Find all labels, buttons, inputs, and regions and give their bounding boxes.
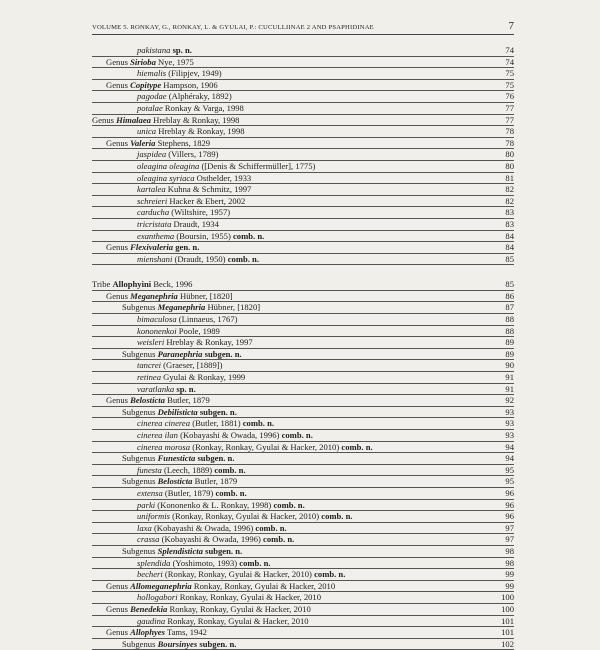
toc-entry-page: 93 bbox=[505, 430, 514, 440]
toc-entry-title bbox=[137, 161, 315, 172]
toc-entry-text-part: unica bbox=[137, 126, 157, 137]
toc-entry-text-part: comb. n. bbox=[314, 569, 346, 580]
toc-entry bbox=[92, 207, 514, 219]
toc-entry-text-part: (Alphéraky, 1892) bbox=[166, 91, 232, 102]
toc-entry-title bbox=[137, 254, 259, 265]
toc-entry-text-part: mienshani bbox=[137, 253, 173, 264]
toc-entry-text-part: Subgenus bbox=[122, 476, 158, 487]
toc-entry-title bbox=[137, 592, 321, 603]
toc-entry bbox=[92, 523, 514, 535]
toc-entry-text-part: parki bbox=[137, 499, 156, 510]
toc-entry-text-part: Allomeganephria bbox=[130, 580, 192, 591]
toc-entry-page: 92 bbox=[505, 395, 514, 406]
toc-entry-text-part: extensa bbox=[137, 487, 163, 498]
toc-entry-page: 88 bbox=[505, 314, 514, 325]
toc-entry-page: 90 bbox=[505, 360, 514, 371]
toc-entry-title bbox=[137, 126, 245, 137]
toc-entry-text-part: Stephens, 1829 bbox=[155, 137, 211, 148]
toc-entry-title bbox=[137, 418, 274, 429]
toc-entry-text-part: crassa bbox=[137, 534, 160, 545]
toc-entry-text-part: Genus bbox=[106, 580, 131, 591]
toc-entry-text-part: Subgenus bbox=[122, 348, 158, 359]
toc-entry bbox=[92, 627, 514, 639]
toc-entry-text-part: (Kobayashi & Owada, 1996) bbox=[151, 522, 256, 533]
toc-entry-page: 75 bbox=[505, 79, 514, 90]
toc-entry-text-part: Gyulai & Ronkay, 1999 bbox=[161, 372, 246, 383]
toc-entry-page: 89 bbox=[505, 337, 514, 348]
toc-entry bbox=[92, 326, 514, 338]
toc-entry bbox=[92, 302, 514, 314]
toc-entry-text-part: bimaculosa bbox=[137, 314, 177, 325]
section-gap bbox=[92, 265, 514, 279]
toc-entry-text-part: comb. n. bbox=[214, 464, 246, 475]
toc-entry-text-part: pagodae bbox=[137, 91, 167, 102]
toc-entry-text-part: potalae bbox=[137, 102, 163, 113]
toc-entry-title bbox=[137, 196, 245, 207]
toc-entry-text-part: gaudina bbox=[137, 615, 166, 626]
toc-entry-text-part: sp. n. bbox=[170, 45, 192, 55]
toc-entry-title bbox=[122, 639, 236, 650]
toc-entry-title bbox=[137, 372, 245, 383]
toc-entry-text-part: Genus bbox=[106, 290, 131, 301]
toc-entry-title bbox=[137, 173, 251, 184]
toc-entry bbox=[92, 569, 514, 581]
toc-entry-page: 89 bbox=[505, 348, 514, 359]
table-of-contents bbox=[92, 45, 514, 650]
toc-entry-page: 100 bbox=[501, 592, 514, 603]
toc-entry-text-part: oleagina oleagina bbox=[137, 160, 200, 171]
toc-entry-text-part: (Linnaeus, 1767) bbox=[176, 314, 238, 325]
toc-entry-text-part: Belosticta bbox=[157, 476, 193, 487]
toc-entry bbox=[92, 639, 514, 650]
toc-entry-text-part: comb. n. bbox=[273, 499, 305, 510]
toc-entry-title bbox=[106, 604, 311, 615]
toc-entry-text-part: sp. n. bbox=[174, 383, 196, 394]
toc-entry-text-part: Subgenus bbox=[122, 302, 158, 313]
toc-entry-title bbox=[137, 534, 294, 545]
toc-entry bbox=[92, 161, 514, 173]
toc-entry-text-part: pakistana bbox=[137, 45, 171, 55]
toc-entry bbox=[92, 372, 514, 384]
toc-entry bbox=[92, 149, 514, 161]
toc-entry-text-part: tancrei bbox=[137, 360, 162, 371]
toc-entry-title bbox=[106, 627, 207, 638]
toc-entry bbox=[92, 418, 514, 430]
toc-entry-text-part: Benedekia bbox=[130, 603, 168, 614]
toc-entry-page: 101 bbox=[501, 627, 514, 638]
toc-entry bbox=[92, 442, 514, 454]
toc-entry-text-part: (Butler, 1879) bbox=[162, 487, 216, 498]
toc-entry-text-part: jaspidea bbox=[137, 149, 167, 160]
toc-entry bbox=[92, 279, 514, 291]
toc-entry-title bbox=[137, 430, 313, 441]
toc-entry bbox=[92, 337, 514, 349]
toc-entry-text-part: oleagina syriaca bbox=[137, 172, 195, 183]
toc-entry-text-part: Tribe bbox=[92, 279, 113, 290]
toc-entry-text-part: subgen. n. bbox=[197, 638, 237, 649]
toc-entry-text-part: hiemalis bbox=[137, 68, 167, 79]
toc-entry-title bbox=[137, 314, 237, 325]
toc-entry-title bbox=[122, 407, 237, 418]
toc-entry-text-part: ([Denis & Schiffermüller], 1775) bbox=[199, 160, 316, 171]
toc-entry-page: 99 bbox=[505, 569, 514, 580]
toc-entry-text-part: Genus bbox=[106, 242, 131, 253]
toc-entry-page: 95 bbox=[505, 476, 514, 487]
toc-entry bbox=[92, 465, 514, 477]
toc-entry-text-part: Copitype bbox=[130, 79, 162, 90]
toc-entry-text-part: Poole, 1989 bbox=[176, 325, 220, 336]
toc-entry-text-part: Genus bbox=[106, 603, 131, 614]
toc-entry-text-part: (Wiltshire, 1957) bbox=[169, 207, 231, 218]
toc-entry-text-part: (Kobayashi & Owada, 1996) bbox=[159, 534, 264, 545]
toc-entry-title bbox=[137, 384, 196, 395]
toc-entry-text-part: (Yoshimoto, 1993) bbox=[170, 557, 240, 568]
toc-entry bbox=[92, 196, 514, 208]
toc-entry-text-part: splendida bbox=[137, 557, 171, 568]
toc-entry bbox=[92, 45, 514, 57]
toc-entry bbox=[92, 407, 514, 419]
toc-entry-page: 77 bbox=[505, 114, 514, 125]
toc-entry-text-part: (Ronkay, Ronkay, Gyulai & Hacker, 2010) bbox=[162, 569, 315, 580]
toc-entry-title bbox=[106, 138, 210, 149]
toc-entry-title bbox=[137, 558, 271, 569]
toc-entry-page: 82 bbox=[505, 195, 514, 206]
toc-entry-text-part: gen. n. bbox=[173, 242, 200, 253]
toc-entry-page: 96 bbox=[505, 487, 514, 498]
toc-entry-title bbox=[106, 80, 218, 91]
toc-entry-page: 84 bbox=[505, 242, 514, 253]
toc-entry-text-part: becheri bbox=[137, 569, 163, 580]
toc-entry-page: 75 bbox=[505, 68, 514, 79]
toc-entry-page: 83 bbox=[505, 207, 514, 218]
toc-entry-text-part: Draudt, 1934 bbox=[171, 218, 219, 229]
toc-entry bbox=[92, 534, 514, 546]
toc-entry-text-part: (Draudt, 1950) bbox=[172, 253, 228, 264]
toc-entry bbox=[92, 558, 514, 570]
toc-entry-text-part: Butler, 1879 bbox=[164, 395, 210, 406]
toc-entry-text-part: (Butler, 1881) bbox=[190, 418, 243, 429]
toc-entry-title bbox=[137, 569, 345, 580]
toc-entry-title bbox=[137, 500, 305, 511]
toc-entry-text-part: cinerea morosa bbox=[137, 441, 191, 452]
toc-entry bbox=[92, 115, 514, 127]
toc-entry-page: 98 bbox=[505, 545, 514, 556]
toc-entry-title bbox=[137, 207, 230, 218]
toc-entry-text-part: Ronkay, Ronkay, Gyulai & Hacker, 2010 bbox=[167, 603, 311, 614]
toc-entry-text-part: Ronkay, Ronkay, Gyulai & Hacker, 2010 bbox=[191, 580, 336, 591]
toc-entry-text-part: comb. n. bbox=[321, 511, 353, 522]
toc-entry-text-part: Butler, 1879 bbox=[192, 476, 238, 487]
toc-entry-text-part: Genus bbox=[92, 114, 117, 125]
toc-entry-text-part: Debilisticta bbox=[157, 406, 198, 417]
toc-entry-text-part: schreieri bbox=[137, 195, 168, 206]
toc-entry bbox=[92, 546, 514, 558]
toc-entry-page: 85 bbox=[505, 279, 514, 290]
toc-entry-text-part: subgen. n. bbox=[197, 406, 237, 417]
toc-entry-text-part: tricristata bbox=[137, 218, 172, 229]
toc-entry-title bbox=[122, 302, 260, 313]
toc-entry-title bbox=[137, 616, 309, 627]
toc-entry-page: 101 bbox=[501, 615, 514, 626]
toc-entry bbox=[92, 430, 514, 442]
toc-entry-text-part: Funesticta bbox=[157, 453, 196, 464]
toc-entry-text-part: carducha bbox=[137, 207, 170, 218]
toc-entry-text-part: retinea bbox=[137, 372, 162, 383]
toc-entry-text-part: Valeria bbox=[130, 137, 156, 148]
toc-entry-text-part: Subgenus bbox=[122, 545, 158, 556]
toc-entry-title bbox=[137, 465, 246, 476]
toc-entry-text-part: Hübner, [1820] bbox=[177, 290, 233, 301]
toc-entry-text-part: (Leech, 1889) bbox=[161, 464, 215, 475]
toc-entry-text-part: (Ronkay, Ronkay, Gyulai & Hacker, 2010) bbox=[190, 441, 342, 452]
toc-entry bbox=[92, 219, 514, 231]
toc-entry-page: 78 bbox=[505, 126, 514, 137]
toc-entry-text-part: uniformis bbox=[137, 511, 170, 522]
toc-entry-title bbox=[122, 453, 234, 464]
toc-entry-text-part: Flexivaleria bbox=[130, 242, 174, 253]
toc-entry-text-part: comb. n. bbox=[263, 534, 295, 545]
toc-entry-text-part: Hacker & Ebert, 2002 bbox=[167, 195, 246, 206]
toc-entry-page: 86 bbox=[505, 290, 514, 301]
toc-entry-page: 96 bbox=[505, 499, 514, 510]
toc-entry-text-part: (Ronkay, Ronkay, Gyulai & Hacker, 2010) bbox=[169, 511, 322, 522]
toc-entry-text-part: hollogabori bbox=[137, 592, 178, 603]
toc-entry-text-part: Genus bbox=[106, 56, 131, 67]
toc-entry-text-part: Subgenus bbox=[122, 453, 158, 464]
toc-entry-text-part: varatlanka bbox=[137, 383, 175, 394]
toc-entry-text-part: comb. n. bbox=[341, 441, 373, 452]
toc-entry-page: 102 bbox=[501, 638, 514, 649]
toc-entry bbox=[92, 68, 514, 80]
toc-entry-title bbox=[137, 337, 253, 348]
toc-entry-text-part: comb. n. bbox=[215, 487, 247, 498]
toc-entry-text-part: Hübner, [1820] bbox=[205, 302, 261, 313]
toc-entry-text-part: funesta bbox=[137, 464, 162, 475]
toc-entry-page: 78 bbox=[505, 137, 514, 148]
toc-entry-text-part: (Kononenko & L. Ronkay, 1998) bbox=[155, 499, 274, 510]
toc-entry-title bbox=[137, 184, 251, 195]
toc-entry-page: 96 bbox=[505, 511, 514, 522]
toc-entry-text-part: Genus bbox=[106, 79, 131, 90]
toc-entry-text-part: kononenkoi bbox=[137, 325, 177, 336]
toc-entry bbox=[92, 453, 514, 465]
toc-entry bbox=[92, 500, 514, 512]
toc-entry bbox=[92, 173, 514, 185]
header-title: VOLUME 5. RONKAY, G., RONKAY, L. & GYULAI, P.: CUCULLIINAE 2 AND PSAPHIDINAE bbox=[92, 24, 374, 31]
toc-entry bbox=[92, 103, 514, 115]
toc-entry-title bbox=[106, 242, 199, 253]
toc-entry bbox=[92, 360, 514, 372]
toc-entry-text-part: Ronkay, Ronkay, Gyulai & Hacker, 2010 bbox=[177, 592, 322, 603]
toc-entry-page: 81 bbox=[505, 172, 514, 183]
toc-entry bbox=[92, 476, 514, 488]
toc-entry-page: 88 bbox=[505, 325, 514, 336]
toc-entry-text-part: Sirioba bbox=[130, 56, 156, 67]
toc-entry-text-part: subgen. n. bbox=[202, 348, 242, 359]
toc-entry-text-part: Hreblay & Ronkay, 1998 bbox=[156, 126, 245, 137]
toc-entry-page: 87 bbox=[505, 302, 514, 313]
toc-entry-text-part: subgen. n. bbox=[195, 453, 235, 464]
toc-entry bbox=[92, 242, 514, 254]
toc-entry-page: 95 bbox=[505, 464, 514, 475]
toc-entry-title bbox=[122, 476, 237, 487]
toc-entry-text-part: (Villers, 1789) bbox=[166, 149, 219, 160]
toc-entry-page: 80 bbox=[505, 149, 514, 160]
toc-entry-page: 98 bbox=[505, 557, 514, 568]
toc-entry-title bbox=[92, 115, 239, 126]
toc-entry-title bbox=[122, 349, 242, 360]
toc-entry-text-part: weisleri bbox=[137, 337, 165, 348]
toc-entry bbox=[92, 511, 514, 523]
toc-entry-title bbox=[137, 326, 220, 337]
toc-entry-text-part: Ronkay, Ronkay, Gyulai & Hacker, 2010 bbox=[165, 615, 309, 626]
toc-entry bbox=[92, 395, 514, 407]
toc-entry-page: 82 bbox=[505, 184, 514, 195]
toc-entry-page: 97 bbox=[505, 522, 514, 533]
toc-entry-page: 94 bbox=[505, 453, 514, 464]
toc-entry-text-part: (Graeser, [1889]) bbox=[161, 360, 223, 371]
toc-entry-text-part: (Filipjev, 1949) bbox=[166, 68, 222, 79]
toc-entry-text-part: Himalaea bbox=[116, 114, 151, 125]
toc-entry-text-part: Subgenus bbox=[122, 406, 158, 417]
toc-entry-text-part: Subgenus bbox=[122, 638, 158, 649]
toc-entry-page: 80 bbox=[505, 160, 514, 171]
toc-entry-text-part: (Boursin, 1955) bbox=[174, 230, 233, 241]
toc-entry bbox=[92, 291, 514, 303]
toc-entry-text-part: Genus bbox=[106, 395, 131, 406]
toc-entry-title bbox=[106, 581, 335, 592]
toc-entry-text-part: exanthema bbox=[137, 230, 175, 241]
toc-entry-text-part: Splendisticta bbox=[157, 545, 203, 556]
toc-entry-page: 100 bbox=[501, 603, 514, 614]
toc-entry-text-part: (Kobayashi & Owada, 1996) bbox=[177, 430, 282, 440]
toc-entry-page: 84 bbox=[505, 230, 514, 241]
toc-entry-page: 85 bbox=[505, 253, 514, 264]
toc-entry-text-part: comb. n. bbox=[232, 230, 265, 241]
toc-entry-text-part: Paranephria bbox=[157, 348, 203, 359]
toc-entry-text-part: Ronkay & Varga, 1998 bbox=[162, 102, 244, 113]
toc-entry-title bbox=[137, 219, 219, 230]
toc-entry bbox=[92, 581, 514, 593]
toc-entry-text-part: comb. n. bbox=[281, 430, 313, 440]
toc-entry-text-part: comb. n. bbox=[239, 557, 271, 568]
toc-entry-text-part: Genus bbox=[106, 137, 131, 148]
toc-entry-text-part: cinerea cinerea bbox=[137, 418, 191, 429]
toc-entry-text-part: comb. n. bbox=[242, 418, 274, 429]
toc-entry-page: 74 bbox=[505, 45, 514, 55]
toc-entry bbox=[92, 126, 514, 138]
toc-entry-text-part: Allophyes bbox=[130, 627, 165, 638]
toc-entry bbox=[92, 57, 514, 69]
toc-entry-title bbox=[137, 488, 247, 499]
toc-entry-page: 76 bbox=[505, 91, 514, 102]
toc-entry-page: 97 bbox=[505, 534, 514, 545]
toc-entry-title bbox=[137, 360, 222, 371]
toc-entry-text-part: Beck, 1996 bbox=[151, 279, 193, 290]
toc-entry bbox=[92, 254, 514, 266]
toc-entry-title bbox=[137, 103, 244, 114]
toc-entry-text-part: Allophyini bbox=[112, 279, 152, 290]
toc-entry-title bbox=[137, 523, 287, 534]
toc-entry-page: 91 bbox=[505, 383, 514, 394]
toc-entry-text-part: subgen. n. bbox=[202, 545, 243, 556]
toc-entry-title bbox=[106, 395, 210, 406]
toc-entry-text-part: Tams, 1942 bbox=[164, 627, 207, 638]
toc-entry-page: 93 bbox=[505, 418, 514, 429]
toc-entry-text-part: Kuhna & Schmitz, 1997 bbox=[165, 184, 252, 195]
toc-entry-text-part: Belosticta bbox=[130, 395, 165, 406]
running-header bbox=[92, 20, 514, 35]
toc-entry bbox=[92, 184, 514, 196]
page-number: 7 bbox=[508, 20, 514, 32]
toc-entry-text-part: Hampson, 1906 bbox=[161, 79, 218, 90]
toc-entry-text-part: comb. n. bbox=[255, 522, 287, 533]
toc-entry-text-part: Meganephria bbox=[130, 290, 178, 301]
toc-entry-text-part: Boursinyes bbox=[157, 638, 198, 649]
toc-entry-text-part: Hreblay & Ronkay, 1998 bbox=[150, 114, 240, 125]
toc-entry-page: 99 bbox=[505, 580, 514, 591]
toc-entry-text-part: Nye, 1975 bbox=[155, 56, 194, 67]
toc-entry-text-part: kartalea bbox=[137, 184, 166, 195]
toc-entry bbox=[92, 488, 514, 500]
toc-entry-title bbox=[106, 57, 194, 68]
toc-entry bbox=[92, 91, 514, 103]
toc-entry bbox=[92, 138, 514, 150]
toc-entry-page: 83 bbox=[505, 218, 514, 229]
toc-entry bbox=[92, 314, 514, 326]
toc-entry-text-part: comb. n. bbox=[227, 253, 259, 264]
toc-entry-text-part: cinerea ilan bbox=[137, 430, 178, 440]
toc-entry-title bbox=[137, 442, 373, 453]
toc-entry-page: 74 bbox=[505, 56, 514, 67]
toc-entry-text-part: Hreblay & Ronkay, 1997 bbox=[164, 337, 253, 348]
toc-entry-page: 91 bbox=[505, 372, 514, 383]
toc-entry-page: 77 bbox=[505, 102, 514, 113]
toc-entry-page: 94 bbox=[505, 441, 514, 452]
toc-entry-title bbox=[106, 291, 233, 302]
toc-entry-text-part: Osthelder, 1933 bbox=[194, 172, 252, 183]
toc-entry-title bbox=[137, 45, 192, 56]
toc-entry-title bbox=[137, 149, 218, 160]
toc-entry bbox=[92, 231, 514, 243]
toc-entry bbox=[92, 349, 514, 361]
toc-entry-title bbox=[137, 231, 264, 242]
toc-entry bbox=[92, 80, 514, 92]
toc-entry-title bbox=[92, 279, 192, 290]
toc-entry bbox=[92, 604, 514, 616]
toc-entry bbox=[92, 384, 514, 396]
toc-entry-title bbox=[137, 91, 232, 102]
toc-entry-page: 93 bbox=[505, 406, 514, 417]
toc-entry-title bbox=[137, 511, 353, 522]
toc-entry-text-part: Meganephria bbox=[157, 302, 206, 313]
toc-entry bbox=[92, 592, 514, 604]
toc-entry-title bbox=[122, 546, 242, 557]
toc-entry bbox=[92, 616, 514, 628]
toc-entry-text-part: laxa bbox=[137, 522, 152, 533]
toc-entry-text-part: Genus bbox=[106, 627, 131, 638]
toc-entry-title bbox=[137, 68, 222, 79]
